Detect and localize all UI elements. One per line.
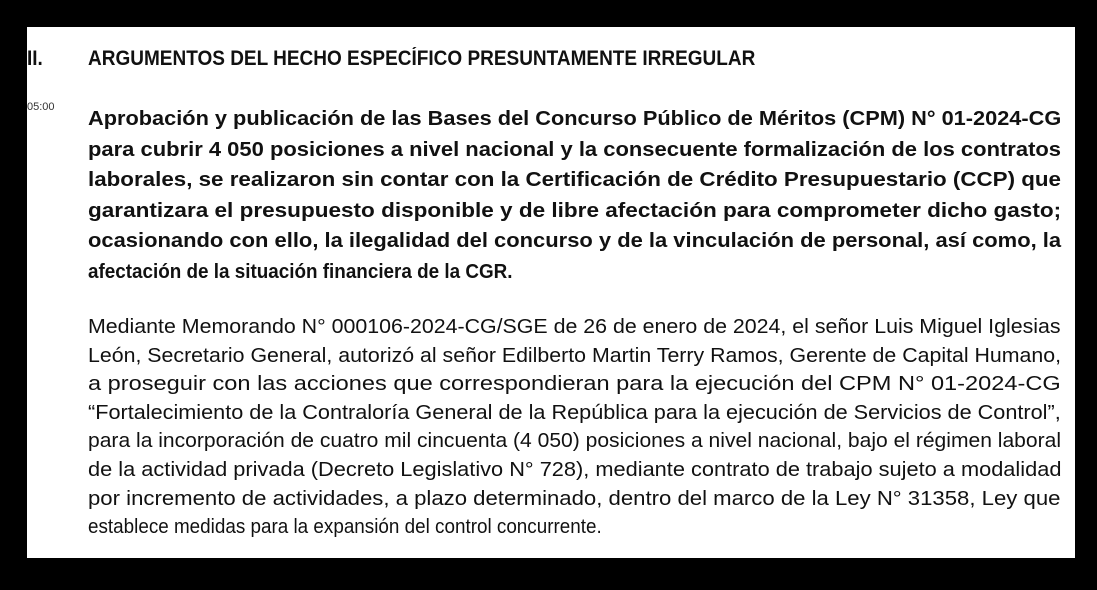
paragraph-line: laborales, se realizaron sin contar con la Certificación de Crédito Presupuestario (CCP) que (88, 168, 1061, 192)
margin-note: 05:00 (27, 101, 55, 113)
paragraph-line: por incremento de actividades, a plazo determinado, dentro del marco de la Ley N° 31358, Ley que (88, 486, 1061, 510)
document-page (27, 27, 1075, 558)
section-number: II. (27, 47, 43, 70)
paragraph-line: a proseguir con las acciones que correspondieran para la ejecución del CPM N° 01-2024-CG (88, 372, 1061, 396)
paragraph-line: Aprobación y publicación de las Bases del Concurso Público de Méritos (CPM) N° 01-2024-CG (88, 107, 1062, 130)
paragraph-line: para cubrir 4 050 posiciones a nivel nacional y la consecuente formalización de los contratos (88, 137, 1062, 161)
paragraph-line: afectación de la situación financiera de la CGR. (88, 259, 513, 283)
paragraph-line: Mediante Memorando N° 000106-2024-CG/SGE de 26 de enero de 2024, el señor Luis Miguel Iglesias (88, 315, 1061, 338)
section-title: ARGUMENTOS DEL HECHO ESPECÍFICO PRESUNTAMENTE IRREGULAR (88, 47, 756, 70)
paragraph-line: “Fortalecimiento de la Contraloría General de la República para la ejecución de Servicios de Control”, (88, 400, 1061, 424)
paragraph-line: establece medidas para la expansión del control concurrente. (88, 515, 602, 539)
paragraph-line: León, Secretario General, autorizó al señor Edilberto Martin Terry Ramos, Gerente de Capital Humano, (88, 343, 1062, 367)
body-paragraph (88, 313, 1061, 542)
paragraph-line: garantizara el presupuesto disponible y de libre afectación para comprometer dicho gasto; (88, 198, 1062, 222)
paragraph-line: ocasionando con ello, la ilegalidad del concurso y de la vinculación de personal, así como, la (88, 229, 1062, 253)
paragraph-line: para la incorporación de cuatro mil cincuenta (4 050) posiciones a nivel nacional, bajo el régimen laboral (88, 429, 1062, 453)
paragraph-line: de la actividad privada (Decreto Legislativo N° 728), mediante contrato de trabajo sujeto a modalidad (88, 457, 1062, 481)
heading-paragraph (88, 104, 1061, 288)
